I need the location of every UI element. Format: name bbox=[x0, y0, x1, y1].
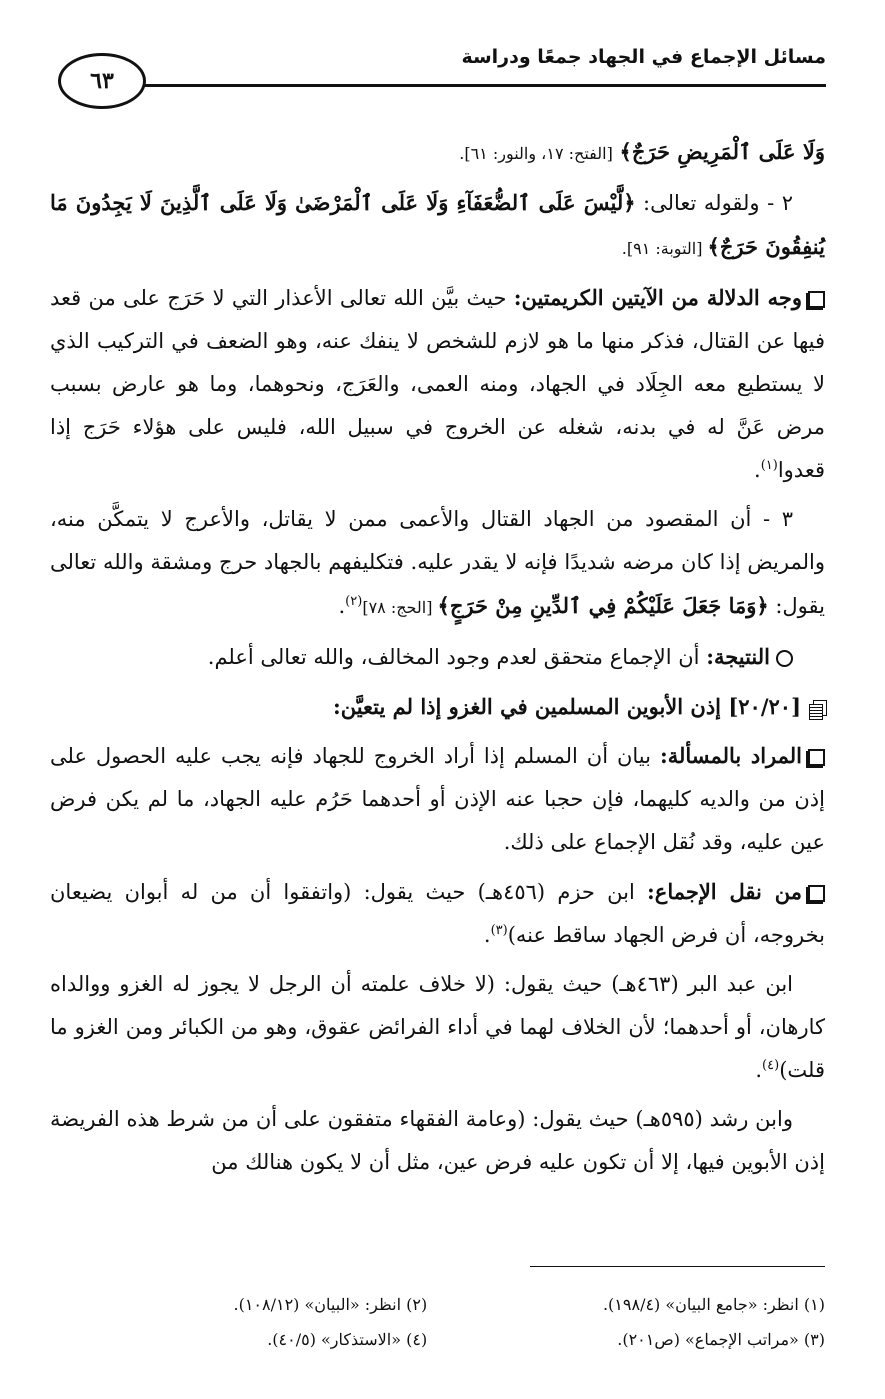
square-bullet-icon bbox=[808, 291, 825, 308]
ibn-rushd-quote: وابن رشد (٥٩٥هـ) حيث يقول: (وعامة الفقهاء متفقون على أن من شرط هذه الفريضة إذن الأبوين فيها، إلا أن تكون عليه فرض عين، مثل أن لا يكون هنالك من bbox=[50, 1107, 825, 1174]
quran-verse: ﴿لَّيْسَ عَلَى ٱلضُّعَفَآءِ وَلَا عَلَى ٱلْمَرْضَىٰ وَلَا عَلَى ٱلَّذِينَ لَا يَجِدُونَ مَا يُنفِقُونَ حَرَجٌ﴾ bbox=[50, 190, 825, 259]
footnote-marker: (٣) bbox=[490, 923, 508, 938]
issue-heading: [٢٠/٢٠] إذن الأبوين المسلمين في الغزو إذا لم يتعيَّن: bbox=[50, 685, 825, 728]
verse-continuation bbox=[50, 130, 825, 175]
document-icon bbox=[809, 700, 825, 718]
footnote-2: (٢) انظر: «البيان» (١٠٨/١٢). bbox=[233, 1295, 428, 1314]
section-label: من نقل الإجماع: bbox=[647, 879, 802, 904]
section-label: المراد بالمسألة: bbox=[659, 743, 802, 768]
section-label: وجه الدلالة من الآيتين الكريمتين: bbox=[513, 285, 802, 310]
verse-reference: [التوبة: ٩١]. bbox=[621, 239, 708, 258]
quran-verse: ﴿وَمَا جَعَلَ عَلَيْكُمْ فِي ٱلدِّينِ مِنْ حَرَجٍ﴾ bbox=[437, 593, 769, 618]
page-number-oval bbox=[58, 53, 146, 109]
verse-reference: [الحج: ٧٨] bbox=[362, 598, 438, 617]
footnote-row bbox=[60, 1287, 825, 1322]
verse-reference: [الفتح: ١٧، والنور: ٦١]. bbox=[459, 144, 613, 163]
square-bullet-icon bbox=[808, 885, 825, 902]
footnote-4: (٤) «الاستذكار» (٤٠/٥). bbox=[267, 1330, 428, 1349]
footnote-marker: (١) bbox=[760, 458, 778, 473]
ibn-abd-al-barr-quote: ابن عبد البر (٤٦٣هـ) حيث يقول: (لا خلاف علمته أن الرجل لا يجوز له الغزو ووالداه كارهان، أو أحدهما؛ لأن الخلاف لهما في أداء الفرائض عقوق، وهو من الكبائر ومن الغزو ما قلت)$^{(٤)}$. bbox=[50, 972, 825, 1082]
page-body bbox=[50, 130, 825, 1190]
quran-verse: وَلَا عَلَى ٱلْمَرِيضِ حَرَجٌ﴾ bbox=[619, 139, 825, 164]
running-title: مسائل الإجماع في الجهاد جمعًا ودراسة bbox=[461, 46, 826, 68]
section-label: النتيجة: bbox=[706, 644, 770, 669]
evidence-paragraph-2: ٢ - ولقوله تعالى: ﴿لَّيْسَ عَلَى ٱلضُّعَفَآءِ وَلَا عَلَى ٱلْمَرْضَىٰ وَلَا عَلَى ٱلَّذِينَ لَا يَجِدُونَ مَا يُنفِقُونَ حَرَجٌ﴾ [التوبة: ٩١]. bbox=[50, 190, 825, 259]
evidence-paragraph-3: ٣ - أن المقصود من الجهاد القتال والأعمى ممن لا يقاتل، والأعرج لا يتمكَّن منه، والمريض إذا كان مرضه شديدًا فإنه لا يقدر عليه. فتكليفهم بالجهاد حرج ومشقة والله تعالى يقول: ﴿وَمَا جَعَلَ عَلَيْكُمْ فِي ٱلدِّينِ مِنْ حَرَجٍ﴾ [الحج: ٧٨]$^{(٢)}$. bbox=[50, 507, 825, 618]
footnote-3: (٣) «مراتب الإجماع» (ص٢٠١). bbox=[617, 1330, 825, 1349]
consensus-sources: من نقل الإجماع: ابن حزم (٤٥٦هـ) حيث يقول: (واتفقوا أن من له أبوان يضيعان بخروجه، أن فرض الجهاد ساقط عنه)$^{(٣)}$. bbox=[50, 879, 825, 947]
footnote-rule bbox=[530, 1266, 825, 1267]
page-number: ٦٣ bbox=[90, 68, 114, 94]
footnote-row bbox=[60, 1322, 825, 1357]
evidence-explanation: وجه الدلالة من الآيتين الكريمتين: حيث بيَّن الله تعالى الأعذار التي لا حَرَج على من قعد فيها عن القتال، فذكر منها ما هو لازم للشخص لا ينفك عنه، وهو الضعف في التركيب الذي لا يستطيع معه الجِلَاد في الجهاد، ومنه العمى، والعَرَج، ونحوهما، وما هو عارض بسبب مرض عَنَّ له في بدنه، شغله عن الخروج في سبيل الله، فليس على هؤلاء حَرَج إذا قعدوا$^{(١)}$. bbox=[50, 285, 825, 482]
page-header bbox=[58, 40, 826, 110]
footnotes bbox=[60, 1287, 825, 1357]
footnote-1: (١) انظر: «جامع البيان» (١٩٨/٤). bbox=[602, 1295, 825, 1314]
header-rule bbox=[138, 84, 826, 87]
circle-bullet-icon bbox=[776, 650, 793, 667]
issue-meaning: المراد بالمسألة: بيان أن المسلم إذا أراد الخروج للجهاد فإنه يجب عليه الحصول على إذن من والديه كليهما، فإن حجبا عنه الإذن أو أحدهما حَرُم عليه الجهاد، ما لم يكن فرض عين عليه، وقد نُقل الإجماع على ذلك. bbox=[50, 743, 825, 854]
footnote-marker: (٢) bbox=[345, 594, 363, 609]
square-bullet-icon bbox=[808, 749, 825, 766]
result-paragraph: النتيجة: أن الإجماع متحقق لعدم وجود المخالف، والله تعالى أعلم. bbox=[50, 635, 825, 679]
footnote-marker: (٤) bbox=[762, 1058, 780, 1073]
